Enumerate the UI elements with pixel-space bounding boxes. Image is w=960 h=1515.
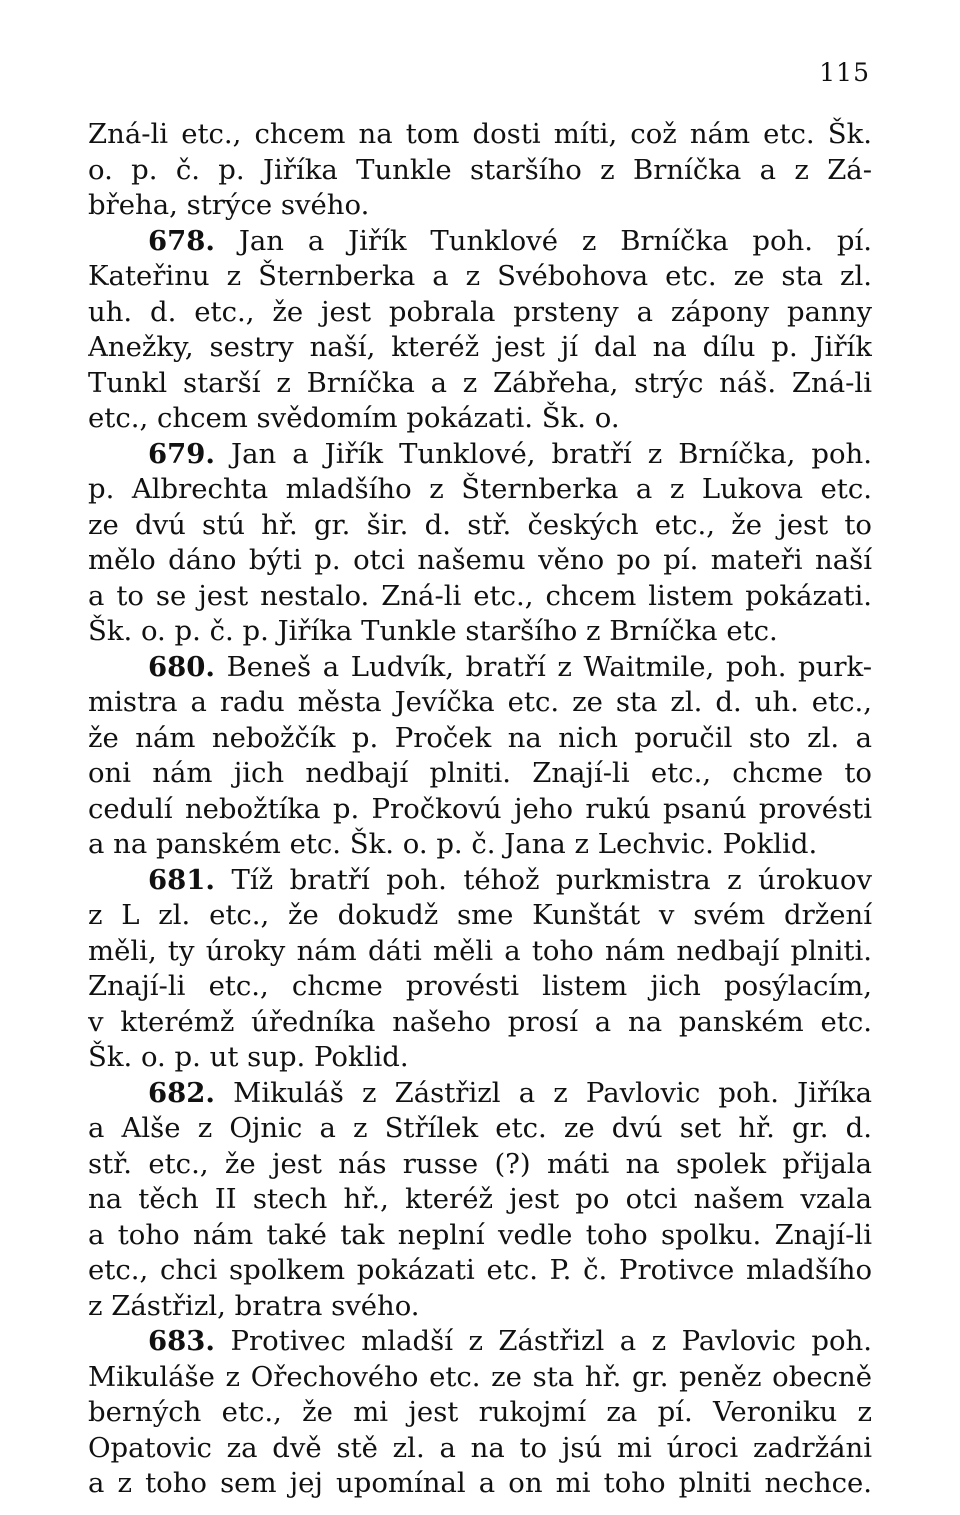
text-line <box>88 1324 872 1360</box>
entry-number: 682. <box>148 1076 215 1109</box>
text-line <box>88 1431 872 1467</box>
text-line <box>88 1182 872 1218</box>
line-text: Beneš a Ludvík, bratří z Waitmile, poh. purk- <box>226 650 872 683</box>
text-line <box>88 543 872 579</box>
line-text: a toho nám také tak neplní vedle toho spolku. Znají-li <box>88 1218 872 1251</box>
line-text: a na panském etc. Šk. o. p. č. Jana z Lechvic. Poklid. <box>88 828 818 860</box>
line-text: Znají-li etc., chcme provésti listem jich posýlacím, <box>88 970 872 1002</box>
text-line <box>88 508 872 544</box>
text-line <box>88 1111 872 1147</box>
body-text <box>88 117 872 1502</box>
text-line <box>88 224 872 260</box>
entry-number: 679. <box>148 437 215 470</box>
line-text: uh. d. etc., že jest pobrala prsteny a zápony panny <box>88 295 872 328</box>
line-text: měli, ty úroky nám dáti měli a toho nám nedbají plniti. <box>88 934 872 967</box>
text-line <box>88 650 872 686</box>
text-line <box>88 827 872 863</box>
text-line <box>88 259 872 295</box>
line-text: Tíž bratří poh. téhož purkmistra z úrokuov <box>231 863 872 896</box>
line-text: etc., chcem svědomím pokázati. Šk. o. <box>88 402 620 434</box>
text-line <box>88 1466 872 1502</box>
text-line <box>88 153 872 189</box>
line-text: Opatovic za dvě stě zl. a na to jsú mi úroci zadržáni <box>88 1431 872 1464</box>
line-text: Jan a Jiřík Tunklové z Brníčka poh. pí. <box>238 224 872 257</box>
line-text: a to se jest nestalo. Zná-li etc., chcem listem pokázati. <box>88 579 872 612</box>
entry-number: 683. <box>148 1325 215 1357</box>
line-text: ze dvú stú hř. gr. šir. d. stř. českých etc., že jest to <box>88 508 872 541</box>
line-text: břeha, strýce svého. <box>88 189 370 221</box>
text-line <box>88 1218 872 1254</box>
line-text: v kterémž úředníka našeho prosí a na panském etc. <box>88 1005 872 1038</box>
line-text: Šk. o. p. č. p. Jiříka Tunkle staršího z Brníčka etc. <box>88 615 778 647</box>
line-text: že nám nebožčík p. Proček na nich poručil sto zl. a <box>88 721 872 754</box>
entry-number: 681. <box>148 863 215 896</box>
text-line <box>88 756 872 792</box>
text-line <box>88 579 872 615</box>
text-line <box>88 295 872 331</box>
text-line <box>88 1253 872 1289</box>
text-line <box>88 1395 872 1431</box>
text-line <box>88 117 872 153</box>
text-line <box>88 685 872 721</box>
line-text: Zná-li etc., chcem na tom dosti míti, což nám etc. Šk. <box>88 118 872 150</box>
text-line <box>88 969 872 1005</box>
line-text: Protivec mladší z Zástřizl a z Pavlovic poh. <box>230 1325 872 1357</box>
text-line <box>88 1076 872 1112</box>
line-text: o. p. č. p. Jiříka Tunkle staršího z Brníčka a z Zá- <box>88 153 872 186</box>
line-text: cedulí nebožtíka p. Pročkovú jeho rukú psanú provésti <box>88 792 872 825</box>
text-line <box>88 1147 872 1183</box>
text-line <box>88 614 872 650</box>
text-line <box>88 1040 872 1076</box>
line-text: Anežky, sestry naší, kteréž jest jí dal na dílu p. Jiřík <box>88 331 872 363</box>
line-text: Jan a Jiřík Tunklové, bratří z Brníčka, poh. <box>231 437 872 470</box>
line-text: Mikuláš z Zástřizl a z Pavlovic poh. Jiříka <box>233 1076 872 1109</box>
line-text: mistra a radu města Jevíčka etc. ze sta zl. d. uh. etc., <box>88 686 872 718</box>
text-line <box>88 1360 872 1396</box>
text-line <box>88 188 872 224</box>
text-line <box>88 792 872 828</box>
line-text: a Alše z Ojnic a z Střílek etc. ze dvú set hř. gr. d. <box>88 1112 872 1144</box>
page-number: 115 <box>819 58 870 87</box>
line-text: Mikuláše z Ořechového etc. ze sta hř. gr. peněz obecně <box>88 1360 872 1393</box>
line-text: oni nám jich nedbají plniti. Znají-li etc., chcme to <box>88 757 872 789</box>
line-text: z Zástřizl, bratra svého. <box>88 1289 420 1322</box>
text-line <box>88 898 872 934</box>
line-text: p. Albrechta mladšího z Šternberka a z Lukova etc. <box>88 473 872 505</box>
text-line <box>88 437 872 473</box>
line-text: berných etc., že mi jest rukojmí za pí. Veroniku z <box>88 1396 872 1428</box>
text-line <box>88 330 872 366</box>
line-text: Šk. o. p. ut sup. Poklid. <box>88 1041 409 1073</box>
line-text: stř. etc., že jest nás russe (?) máti na spolek přijala <box>88 1147 872 1180</box>
text-line <box>88 366 872 402</box>
text-line <box>88 1005 872 1041</box>
line-text: Tunkl starší z Brníčka a z Zábřeha, strýc náš. Zná-li <box>88 366 872 399</box>
text-line <box>88 863 872 899</box>
text-line <box>88 472 872 508</box>
line-text: a z toho sem jej upomínal a on mi toho plniti nechce. <box>88 1467 872 1499</box>
entry-number: 680. <box>148 650 215 683</box>
line-text: Kateřinu z Šternberka a z Svébohova etc. ze sta zl. <box>88 260 872 292</box>
text-line <box>88 401 872 437</box>
text-line <box>88 721 872 757</box>
line-text: z L zl. etc., že dokudž sme Kunštát v svém držení <box>88 899 872 931</box>
text-line <box>88 934 872 970</box>
text-line <box>88 1289 872 1325</box>
line-text: etc., chci spolkem pokázati etc. P. č. Protivce mladšího <box>88 1254 872 1286</box>
line-text: mělo dáno býti p. otci našemu věno po pí. mateři naší <box>88 544 872 576</box>
entry-number: 678. <box>148 224 215 257</box>
line-text: na těch II stech hř., kteréž jest po otci našem vzala <box>88 1183 872 1215</box>
